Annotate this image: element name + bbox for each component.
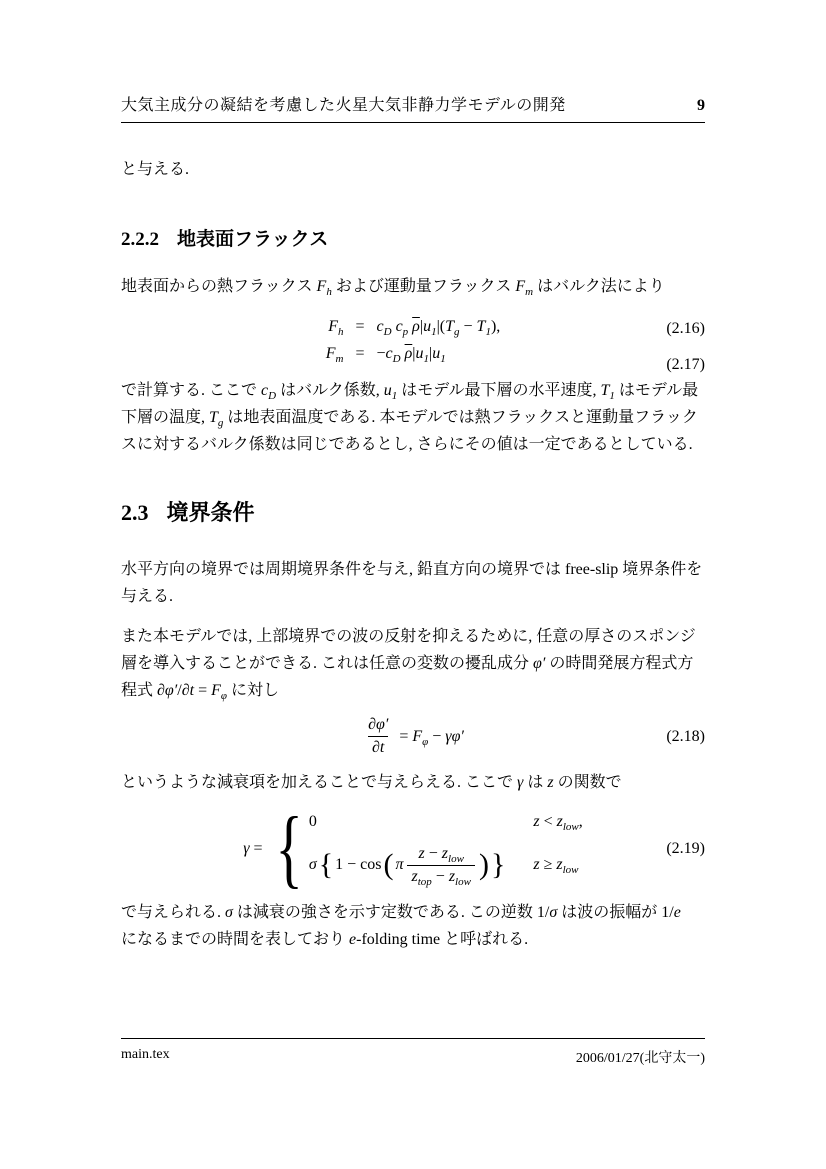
open-paren: (: [383, 848, 394, 882]
eq216-lhs: $F_h$: [328, 318, 344, 339]
paragraph-bulk-coefficient: [121, 377, 705, 458]
close-brace: }: [490, 848, 506, 882]
section-title: 境界条件: [166, 500, 255, 525]
sigma-factor: σ: [308, 856, 317, 874]
paragraph-intro: [121, 156, 705, 183]
fraction-numerator: $z - z_{low}$: [418, 844, 464, 866]
equation-number-2-17: (2.17): [666, 356, 705, 373]
eq216-relation: =: [355, 318, 365, 335]
pi-factor: π: [395, 856, 404, 874]
text-line: 下層の温度, $T_g$ は地表面温度である. 本モデルでは熱フラックスと運動量フラック: [121, 409, 698, 430]
equation-number-2-19: (2.19): [666, 840, 705, 858]
text-line: 与える.: [121, 588, 174, 605]
equation-block-2-16-2-17: [121, 318, 705, 373]
open-brace: {: [318, 848, 334, 882]
text-line: 層を導入することができる. これは任意の変数の擾乱成分 φ′ の時間発展方程式方: [121, 655, 694, 672]
case1-condition: $z < z_{low}$,: [533, 812, 583, 834]
fraction: [364, 716, 392, 757]
case2-expression: [308, 844, 506, 889]
eq217-relation: =: [355, 345, 365, 362]
cases-body: [308, 812, 583, 889]
paragraph-boundary: [121, 556, 705, 610]
text-line: また本モデルでは, 上部境界での波の反射を抑えるために, 任意の厚さのスポンジ: [121, 628, 696, 645]
eq218-rhs: = $F_\varphi - \gamma\varphi'$: [399, 727, 464, 748]
eq217-lhs: $F_m$: [325, 345, 344, 366]
fraction-denominator: ∂t: [368, 736, 388, 757]
fraction-denominator: $z_{top} - z_{low}$: [407, 865, 474, 886]
section-title: 地表面フラックス: [177, 229, 329, 250]
page-footer: [121, 1038, 705, 1067]
text-line: というような減衰項を加えることで与えらえる. ここで γ は z の関数で: [121, 774, 622, 791]
equation-number-2-18: (2.18): [666, 727, 705, 745]
case1-expression: 0: [308, 812, 317, 830]
text-line: で与えられる. σ は減衰の強さを示す定数である. この逆数 1/σ は波の振幅が 1/e: [121, 903, 681, 921]
section-number: 2.2.2: [121, 229, 159, 250]
text-line: と与える.: [121, 161, 190, 178]
paragraph-flux: [121, 273, 705, 300]
text-line: 地表面からの熱フラックス $F_h$ および運動量フラックス $F_m$ はバルク法により: [121, 278, 665, 299]
text-line: で計算する. ここで $c_D$ はバルク係数, $u_1$ はモデル最下層の水平速度, $T_1$ はモデル最: [121, 382, 699, 403]
equation-2-18: [121, 716, 705, 757]
one-minus-cos: 1 − cos: [335, 856, 382, 874]
text-line: 程式 $\partial\varphi'/\partial t = F_\varphi$ に対し: [121, 682, 280, 703]
text-line: になるまでの時間を表しており e-folding time と呼ばれる.: [121, 930, 529, 948]
equation-block-2-18: [121, 716, 705, 757]
case2-condition: $z \ge z_{low}$: [533, 856, 579, 877]
eq219-lhs: γ =: [243, 840, 263, 858]
paragraph-sponge-layer: [121, 623, 705, 704]
section-heading-2-3: [121, 498, 705, 528]
text-line: スに対するバルク係数は同じであるとし, さらにその値は一定であるとしている.: [121, 436, 693, 453]
eq217-rhs: $-c_D$ $\overline{\rho}|u_1|u_1$: [376, 345, 446, 366]
eq216-rhs: $c_D$ $c_p$ $\overline{\rho}|u_1|(T_g - T_1)$,: [376, 318, 501, 339]
close-paren: ): [478, 848, 489, 882]
fraction: [407, 844, 474, 889]
section-heading-2-2-2: [121, 228, 705, 252]
equation-2-19: [121, 800, 705, 897]
paragraph-efolding: [121, 899, 705, 953]
paragraph-damping-term: [121, 769, 705, 796]
fraction-numerator: ∂φ′: [368, 716, 389, 733]
footer-date-author: 2006/01/27(北守太一): [575, 1051, 705, 1066]
equation-block-2-19: [121, 800, 705, 897]
text-line: 水平方向の境界では周期境界条件を与え, 鉛直方向の境界では free-slip 境界条件を: [121, 561, 703, 578]
running-title: 大気主成分の凝結を考慮した火星大気非静力学モデルの開発: [121, 97, 566, 114]
page-number: 9: [697, 97, 705, 114]
cases-brace: {: [274, 800, 303, 897]
equation-number-2-16: (2.16): [666, 320, 705, 337]
page-content: [0, 92, 826, 953]
page-header: [121, 92, 705, 123]
section-number: 2.3: [121, 500, 149, 525]
footer-filename: main.tex: [121, 1047, 170, 1062]
